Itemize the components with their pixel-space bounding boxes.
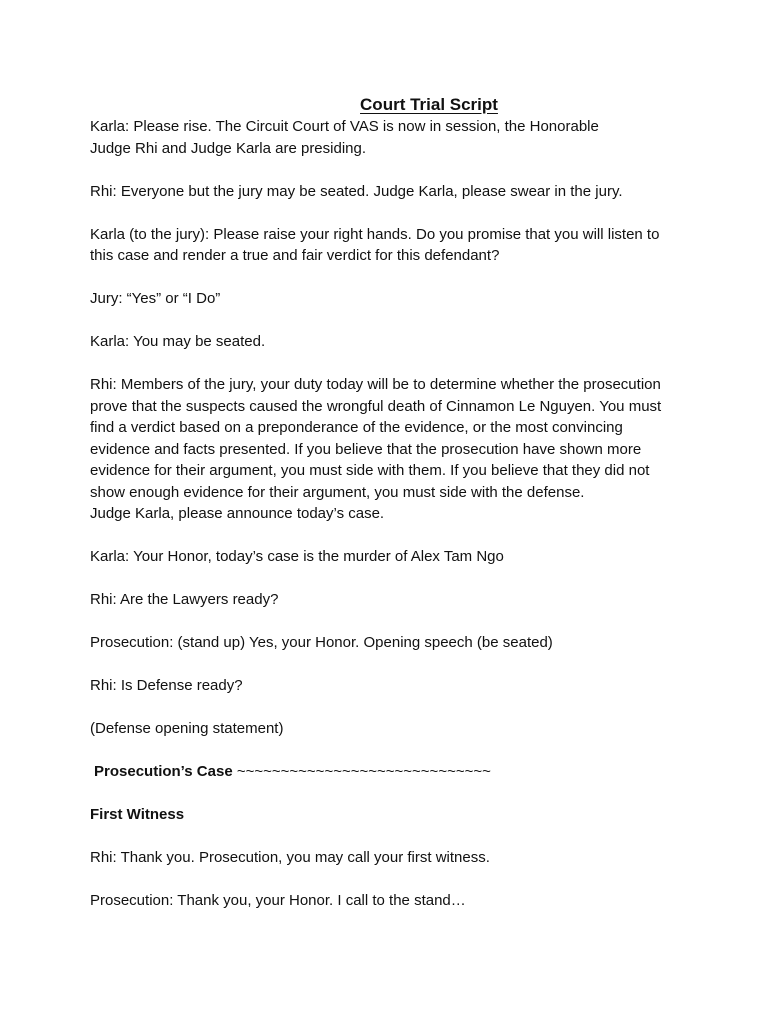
paragraph-prosecution-opening xyxy=(90,632,690,654)
paragraph-karla-be-seated xyxy=(90,331,690,353)
text-line: Judge Karla, please announce today’s case. xyxy=(90,505,385,522)
document-title-text: Court Trial Script xyxy=(360,95,498,114)
text-line: evidence for their argument, you must side with them. If you believe that they did not xyxy=(90,462,650,479)
text-line: Rhi: Is Defense ready? xyxy=(90,677,243,694)
paragraph-defense-opening xyxy=(90,718,690,740)
paragraph-rhi-defense-ready xyxy=(90,675,690,697)
paragraph-prosecution-call-stand xyxy=(90,890,690,912)
text-line: Karla: Please rise. The Circuit Court of VAS is now in session, the Honorable xyxy=(90,118,599,135)
subheading-text: First Witness xyxy=(90,806,185,823)
text-line: (Defense opening statement) xyxy=(90,720,284,737)
section-heading-line xyxy=(94,761,690,783)
text-line: evidence and facts presented. If you believe that the prosecution have shown more xyxy=(90,440,642,458)
text-line: Prosecution: (stand up) Yes, your Honor. Opening speech (be seated) xyxy=(90,634,553,651)
section-heading-prosecution xyxy=(90,761,690,783)
text-line: Judge Rhi and Judge Karla are presiding. xyxy=(90,139,367,157)
paragraph-karla-oath xyxy=(90,224,690,267)
paragraph-karla-case xyxy=(90,546,690,568)
text-line: Karla (to the jury): Please raise your right hands. Do you promise that you will listen to xyxy=(90,225,660,243)
paragraph-karla-rise xyxy=(90,116,690,159)
text-line: find a verdict based on a preponderance of the evidence, or the most convincing xyxy=(90,419,623,436)
document-body xyxy=(90,116,690,933)
document-title xyxy=(0,94,768,116)
paragraph-rhi-call-witness xyxy=(90,847,690,869)
text-line: Karla: Your Honor, today’s case is the murder of Alex Tam Ngo xyxy=(90,548,504,565)
text-line: Rhi: Everyone but the jury may be seated. Judge Karla, please swear in the jury. xyxy=(90,182,623,200)
text-line: Rhi: Are the Lawyers ready? xyxy=(90,591,279,608)
subheading-first-witness xyxy=(90,804,690,826)
text-line: this case and render a true and fair verdict for this defendant? xyxy=(90,247,500,264)
paragraph-rhi-lawyers-ready xyxy=(90,589,690,611)
text-line: Jury: “Yes” or “I Do” xyxy=(90,290,221,307)
paragraph-rhi-jury-duty xyxy=(90,374,690,525)
section-heading-tildes: ~~~~~~~~~~~~~~~~~~~~~~~~~~~~~ xyxy=(236,763,491,780)
text-line: Prosecution: Thank you, your Honor. I call to the stand… xyxy=(90,892,466,909)
text-line: show enough evidence for their argument, you must side with the defense. xyxy=(90,483,585,501)
section-heading-label: Prosecution’s Case xyxy=(94,763,233,780)
paragraph-jury-response xyxy=(90,288,690,310)
text-line: prove that the suspects caused the wrongful death of Cinnamon Le Nguyen. You must xyxy=(90,397,662,415)
text-line: Rhi: Thank you. Prosecution, you may call your first witness. xyxy=(90,849,490,866)
paragraph-rhi-seated xyxy=(90,181,690,203)
text-line: Rhi: Members of the jury, your duty today will be to determine whether the prosecution xyxy=(90,376,661,393)
text-line: Karla: You may be seated. xyxy=(90,333,266,350)
